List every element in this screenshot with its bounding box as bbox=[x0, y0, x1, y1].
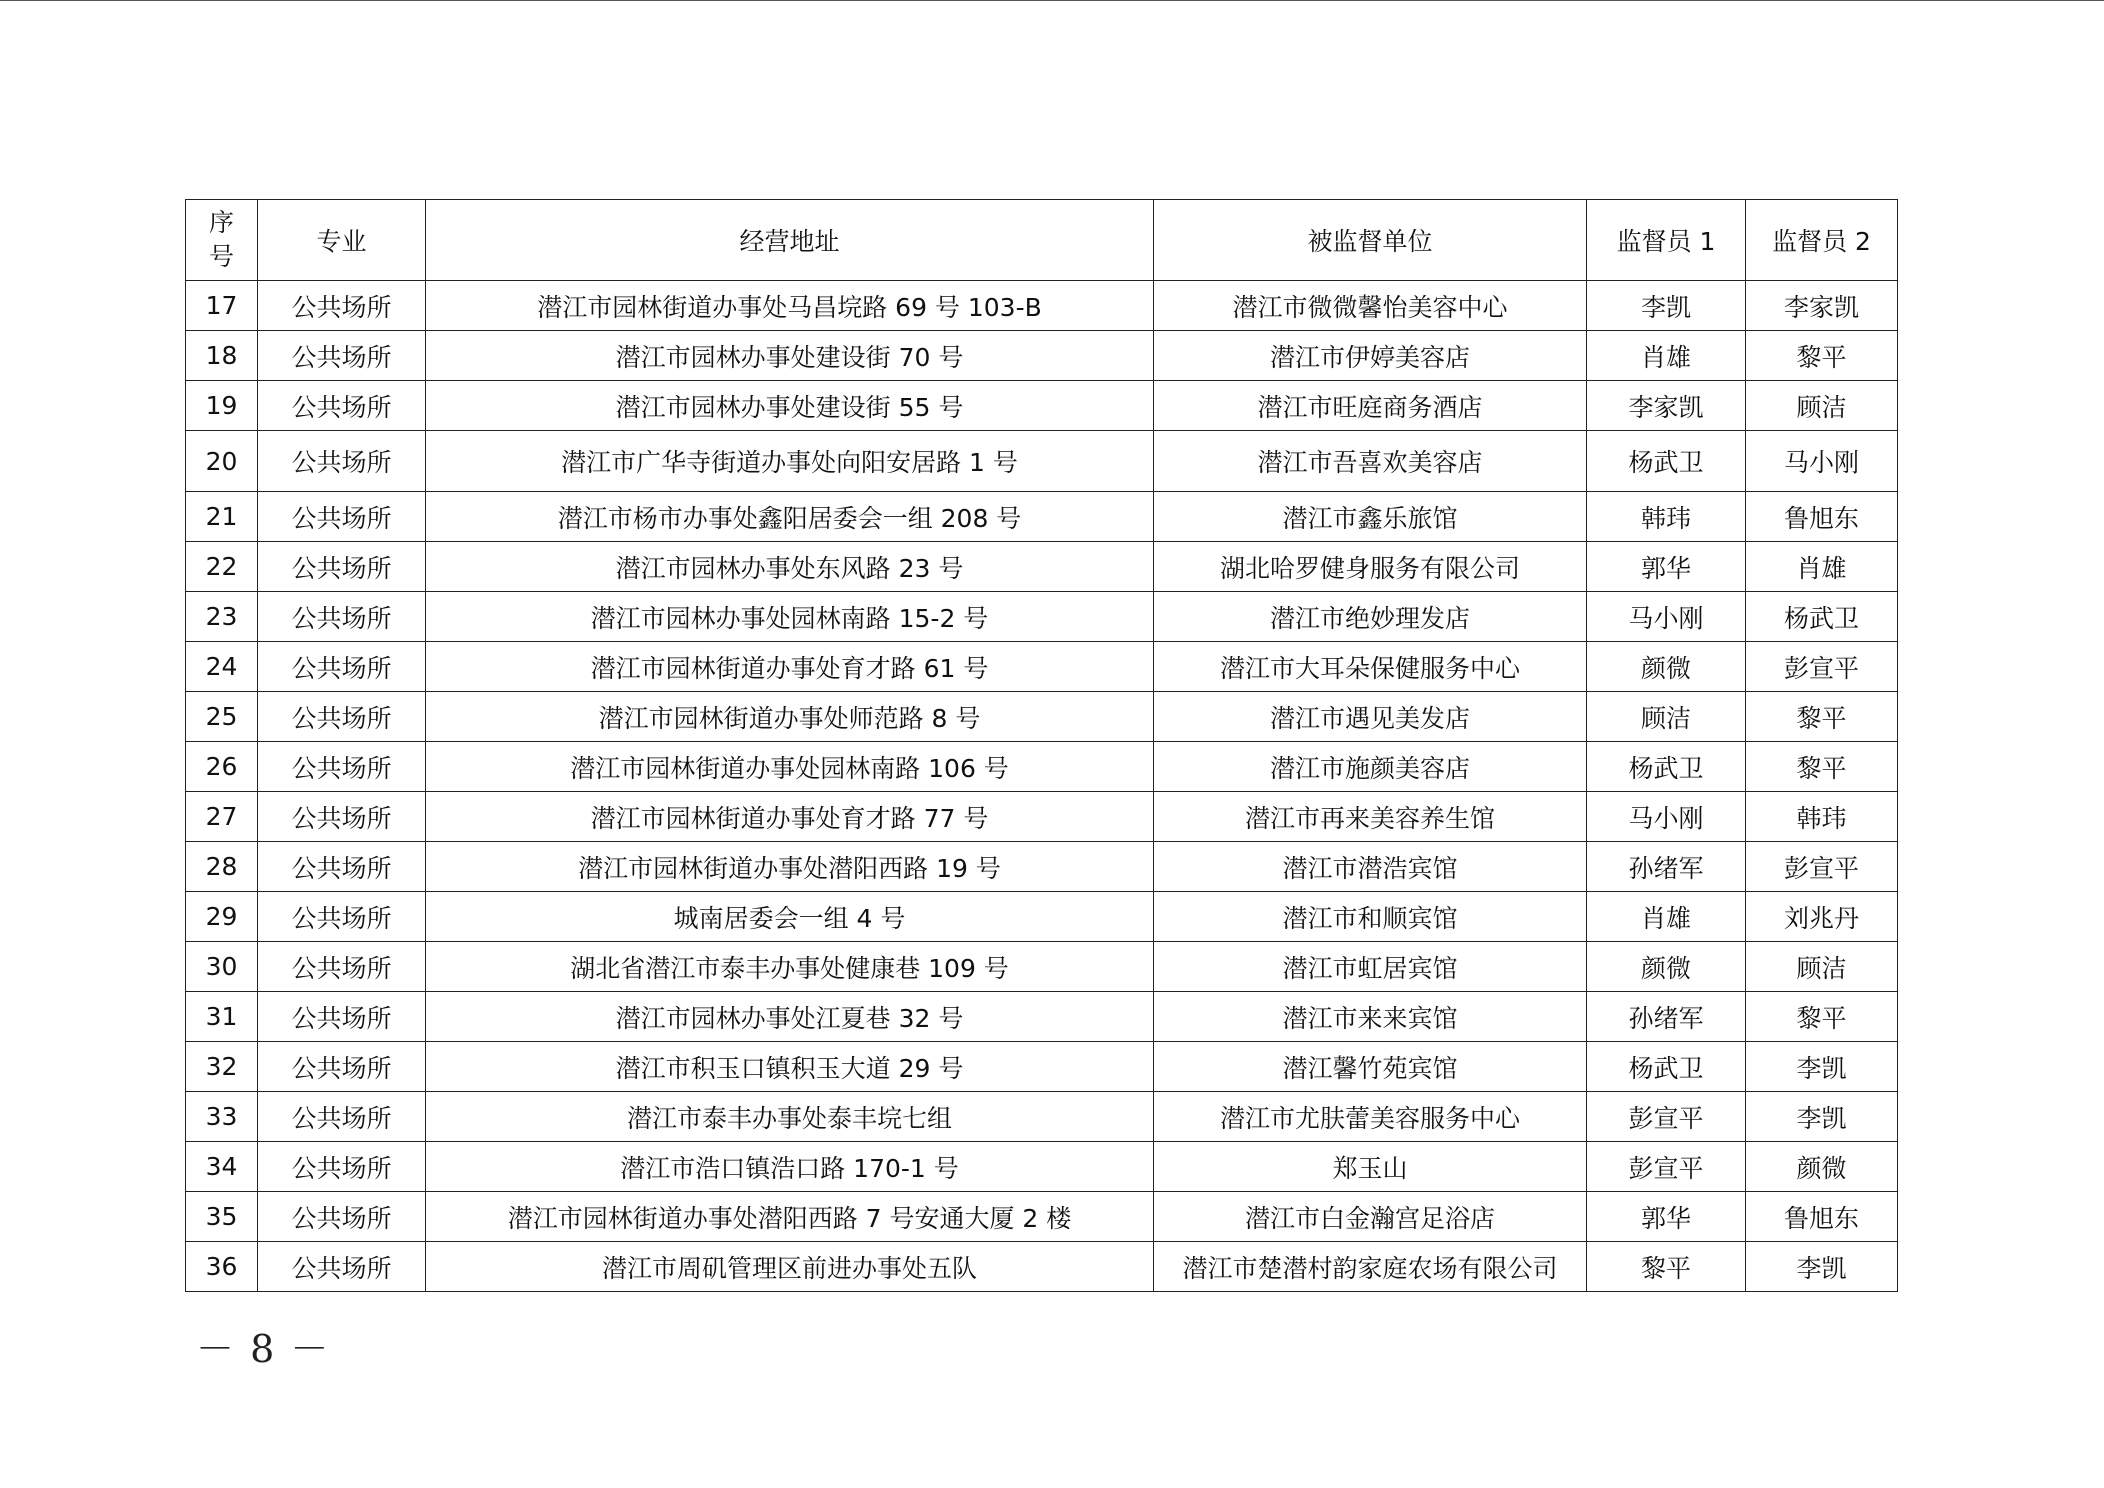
cell-supervisor-1: 马小刚 bbox=[1587, 792, 1746, 842]
cell-supervisor-2: 顾洁 bbox=[1746, 381, 1898, 431]
cell-supervised-unit: 潜江市楚潜村韵家庭农场有限公司 bbox=[1154, 1242, 1587, 1292]
cell-supervisor-1: 颜微 bbox=[1587, 642, 1746, 692]
cell-supervisor-2: 刘兆丹 bbox=[1746, 892, 1898, 942]
table-header bbox=[186, 200, 1898, 281]
cell-supervisor-2: 李凯 bbox=[1746, 1092, 1898, 1142]
cell-supervisor-1: 彭宣平 bbox=[1587, 1092, 1746, 1142]
cell-supervisor-1: 颜微 bbox=[1587, 942, 1746, 992]
cell-address: 潜江市泰丰办事处泰丰垸七组 bbox=[426, 1092, 1154, 1142]
cell-supervisor-1: 孙绪军 bbox=[1587, 842, 1746, 892]
cell-category: 公共场所 bbox=[258, 492, 426, 542]
cell-address: 潜江市园林街道办事处潜阳西路 19 号 bbox=[426, 842, 1154, 892]
cell-supervisor-1: 杨武卫 bbox=[1587, 1042, 1746, 1092]
cell-supervised-unit: 潜江市吾喜欢美容店 bbox=[1154, 431, 1587, 492]
cell-address: 潜江市园林办事处园林南路 15-2 号 bbox=[426, 592, 1154, 642]
supervision-table bbox=[185, 199, 1898, 1292]
cell-address: 城南居委会一组 4 号 bbox=[426, 892, 1154, 942]
cell-supervisor-1: 彭宣平 bbox=[1587, 1142, 1746, 1192]
cell-category: 公共场所 bbox=[258, 842, 426, 892]
page-number: － 8 － bbox=[196, 1327, 331, 1371]
cell-category: 公共场所 bbox=[258, 1192, 426, 1242]
cell-address: 潜江市杨市办事处鑫阳居委会一组 208 号 bbox=[426, 492, 1154, 542]
cell-address: 潜江市园林街道办事处马昌垸路 69 号 103-B bbox=[426, 281, 1154, 331]
table-body bbox=[186, 281, 1898, 1292]
cell-serial-number: 25 bbox=[186, 692, 258, 742]
cell-supervisor-2: 顾洁 bbox=[1746, 942, 1898, 992]
cell-address: 潜江市园林办事处建设街 55 号 bbox=[426, 381, 1154, 431]
cell-category: 公共场所 bbox=[258, 331, 426, 381]
cell-category: 公共场所 bbox=[258, 742, 426, 792]
table-row bbox=[186, 331, 1898, 381]
cell-supervised-unit: 潜江市微微馨怡美容中心 bbox=[1154, 281, 1587, 331]
cell-serial-number: 36 bbox=[186, 1242, 258, 1292]
header-supervisor-2: 监督员 2 bbox=[1746, 200, 1898, 281]
cell-supervisor-2: 杨武卫 bbox=[1746, 592, 1898, 642]
cell-supervisor-1: 肖雄 bbox=[1587, 331, 1746, 381]
cell-supervisor-2: 黎平 bbox=[1746, 992, 1898, 1042]
cell-address: 潜江市园林办事处江夏巷 32 号 bbox=[426, 992, 1154, 1042]
cell-supervised-unit: 潜江市虹居宾馆 bbox=[1154, 942, 1587, 992]
cell-serial-number: 35 bbox=[186, 1192, 258, 1242]
cell-serial-number: 29 bbox=[186, 892, 258, 942]
cell-serial-number: 21 bbox=[186, 492, 258, 542]
cell-supervisor-1: 孙绪军 bbox=[1587, 992, 1746, 1042]
cell-category: 公共场所 bbox=[258, 592, 426, 642]
cell-serial-number: 26 bbox=[186, 742, 258, 792]
cell-supervisor-2: 马小刚 bbox=[1746, 431, 1898, 492]
header-supervisor-1: 监督员 1 bbox=[1587, 200, 1746, 281]
cell-serial-number: 33 bbox=[186, 1092, 258, 1142]
table-row bbox=[186, 992, 1898, 1042]
header-serial-line2: 号 bbox=[208, 242, 234, 271]
cell-serial-number: 27 bbox=[186, 792, 258, 842]
header-serial-line1: 序 bbox=[208, 208, 234, 237]
table-row bbox=[186, 492, 1898, 542]
cell-supervisor-2: 黎平 bbox=[1746, 742, 1898, 792]
cell-address: 潜江市周矶管理区前进办事处五队 bbox=[426, 1242, 1154, 1292]
table-row bbox=[186, 1192, 1898, 1242]
cell-supervised-unit: 潜江市鑫乐旅馆 bbox=[1154, 492, 1587, 542]
table-row bbox=[186, 1042, 1898, 1092]
table-row bbox=[186, 892, 1898, 942]
cell-serial-number: 18 bbox=[186, 331, 258, 381]
cell-address: 潜江市园林街道办事处育才路 61 号 bbox=[426, 642, 1154, 692]
cell-supervisor-1: 顾洁 bbox=[1587, 692, 1746, 742]
cell-supervisor-2: 彭宣平 bbox=[1746, 642, 1898, 692]
table-row bbox=[186, 942, 1898, 992]
cell-supervised-unit: 潜江市再来美容养生馆 bbox=[1154, 792, 1587, 842]
cell-supervised-unit: 潜江市和顺宾馆 bbox=[1154, 892, 1587, 942]
cell-category: 公共场所 bbox=[258, 1242, 426, 1292]
cell-supervisor-2: 彭宣平 bbox=[1746, 842, 1898, 892]
cell-category: 公共场所 bbox=[258, 992, 426, 1042]
table-row bbox=[186, 592, 1898, 642]
table-row bbox=[186, 842, 1898, 892]
cell-supervisor-1: 郭华 bbox=[1587, 542, 1746, 592]
table-row bbox=[186, 1092, 1898, 1142]
cell-address: 潜江市园林办事处东风路 23 号 bbox=[426, 542, 1154, 592]
cell-address: 潜江市积玉口镇积玉大道 29 号 bbox=[426, 1042, 1154, 1092]
cell-serial-number: 19 bbox=[186, 381, 258, 431]
cell-supervised-unit: 潜江市大耳朵保健服务中心 bbox=[1154, 642, 1587, 692]
cell-supervised-unit: 潜江馨竹苑宾馆 bbox=[1154, 1042, 1587, 1092]
cell-supervisor-1: 杨武卫 bbox=[1587, 431, 1746, 492]
cell-supervised-unit: 郑玉山 bbox=[1154, 1142, 1587, 1192]
page-top-rule bbox=[0, 0, 2104, 1]
cell-supervisor-1: 黎平 bbox=[1587, 1242, 1746, 1292]
cell-address: 潜江市园林街道办事处育才路 77 号 bbox=[426, 792, 1154, 842]
cell-serial-number: 32 bbox=[186, 1042, 258, 1092]
cell-address: 潜江市园林办事处建设街 70 号 bbox=[426, 331, 1154, 381]
cell-serial-number: 23 bbox=[186, 592, 258, 642]
cell-category: 公共场所 bbox=[258, 692, 426, 742]
cell-serial-number: 20 bbox=[186, 431, 258, 492]
cell-supervisor-2: 李凯 bbox=[1746, 1242, 1898, 1292]
cell-serial-number: 31 bbox=[186, 992, 258, 1042]
cell-supervised-unit: 潜江市白金瀚宫足浴店 bbox=[1154, 1192, 1587, 1242]
cell-serial-number: 28 bbox=[186, 842, 258, 892]
cell-serial-number: 24 bbox=[186, 642, 258, 692]
cell-serial-number: 17 bbox=[186, 281, 258, 331]
cell-category: 公共场所 bbox=[258, 1042, 426, 1092]
cell-category: 公共场所 bbox=[258, 892, 426, 942]
cell-supervised-unit: 湖北哈罗健身服务有限公司 bbox=[1154, 542, 1587, 592]
cell-address: 湖北省潜江市泰丰办事处健康巷 109 号 bbox=[426, 942, 1154, 992]
cell-address: 潜江市园林街道办事处师范路 8 号 bbox=[426, 692, 1154, 742]
cell-supervisor-1: 李家凯 bbox=[1587, 381, 1746, 431]
table-row bbox=[186, 381, 1898, 431]
cell-supervisor-1: 马小刚 bbox=[1587, 592, 1746, 642]
cell-supervised-unit: 潜江市尤肤蕾美容服务中心 bbox=[1154, 1092, 1587, 1142]
cell-supervised-unit: 潜江市遇见美发店 bbox=[1154, 692, 1587, 742]
cell-supervisor-2: 肖雄 bbox=[1746, 542, 1898, 592]
cell-supervisor-2: 鲁旭东 bbox=[1746, 1192, 1898, 1242]
supervision-table-container bbox=[185, 199, 1897, 1292]
table-row bbox=[186, 742, 1898, 792]
cell-supervised-unit: 潜江市绝妙理发店 bbox=[1154, 592, 1587, 642]
cell-supervised-unit: 潜江市伊婷美容店 bbox=[1154, 331, 1587, 381]
cell-address: 潜江市广华寺街道办事处向阳安居路 1 号 bbox=[426, 431, 1154, 492]
cell-category: 公共场所 bbox=[258, 1092, 426, 1142]
cell-category: 公共场所 bbox=[258, 542, 426, 592]
cell-category: 公共场所 bbox=[258, 381, 426, 431]
cell-address: 潜江市园林街道办事处潜阳西路 7 号安通大厦 2 楼 bbox=[426, 1192, 1154, 1242]
table-row bbox=[186, 1142, 1898, 1192]
table-row bbox=[186, 692, 1898, 742]
cell-category: 公共场所 bbox=[258, 942, 426, 992]
cell-supervised-unit: 潜江市施颜美容店 bbox=[1154, 742, 1587, 792]
table-row bbox=[186, 281, 1898, 331]
cell-category: 公共场所 bbox=[258, 1142, 426, 1192]
header-row bbox=[186, 200, 1898, 281]
cell-supervisor-2: 李家凯 bbox=[1746, 281, 1898, 331]
cell-address: 潜江市园林街道办事处园林南路 106 号 bbox=[426, 742, 1154, 792]
cell-serial-number: 30 bbox=[186, 942, 258, 992]
cell-supervisor-2: 鲁旭东 bbox=[1746, 492, 1898, 542]
cell-supervisor-1: 韩玮 bbox=[1587, 492, 1746, 542]
table-row bbox=[186, 431, 1898, 492]
cell-category: 公共场所 bbox=[258, 431, 426, 492]
cell-category: 公共场所 bbox=[258, 792, 426, 842]
cell-supervisor-2: 颜微 bbox=[1746, 1142, 1898, 1192]
header-supervised-unit: 被监督单位 bbox=[1154, 200, 1587, 281]
table-row bbox=[186, 1242, 1898, 1292]
cell-supervisor-2: 黎平 bbox=[1746, 692, 1898, 742]
cell-category: 公共场所 bbox=[258, 281, 426, 331]
cell-supervised-unit: 潜江市旺庭商务酒店 bbox=[1154, 381, 1587, 431]
cell-supervisor-2: 韩玮 bbox=[1746, 792, 1898, 842]
table-row bbox=[186, 642, 1898, 692]
cell-serial-number: 22 bbox=[186, 542, 258, 592]
header-category: 专业 bbox=[258, 200, 426, 281]
cell-supervisor-1: 杨武卫 bbox=[1587, 742, 1746, 792]
table-row bbox=[186, 542, 1898, 592]
cell-supervisor-1: 肖雄 bbox=[1587, 892, 1746, 942]
cell-serial-number: 34 bbox=[186, 1142, 258, 1192]
cell-supervisor-2: 李凯 bbox=[1746, 1042, 1898, 1092]
cell-supervisor-1: 郭华 bbox=[1587, 1192, 1746, 1242]
cell-supervised-unit: 潜江市来来宾馆 bbox=[1154, 992, 1587, 1042]
cell-supervisor-2: 黎平 bbox=[1746, 331, 1898, 381]
cell-category: 公共场所 bbox=[258, 642, 426, 692]
header-address: 经营地址 bbox=[426, 200, 1154, 281]
cell-address: 潜江市浩口镇浩口路 170-1 号 bbox=[426, 1142, 1154, 1192]
cell-supervisor-1: 李凯 bbox=[1587, 281, 1746, 331]
header-serial-number bbox=[186, 200, 258, 281]
table-row bbox=[186, 792, 1898, 842]
cell-supervised-unit: 潜江市潜浩宾馆 bbox=[1154, 842, 1587, 892]
